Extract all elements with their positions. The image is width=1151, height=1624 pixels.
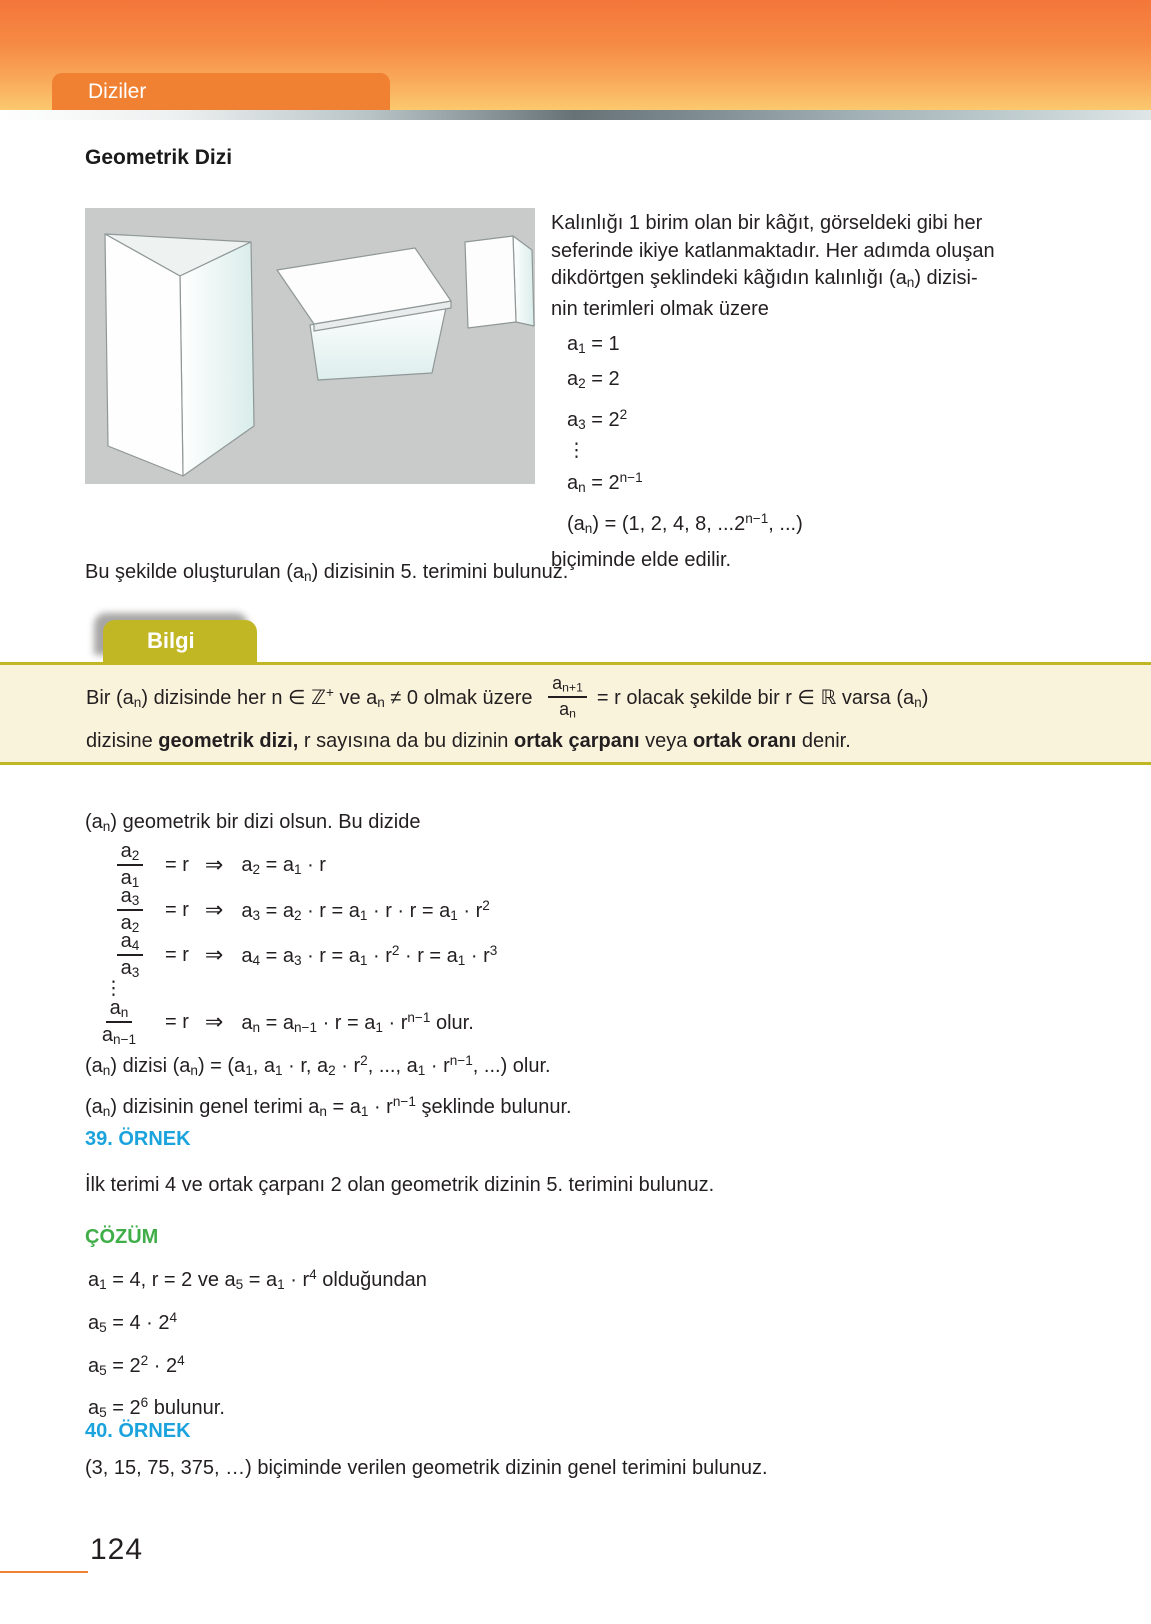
fraction-numerator: $a_2$: [117, 840, 144, 866]
exercise-prompt: Bu şekilde oluşturulan $(a_n)$ dizisinin 5. terimini bulunuz.: [85, 561, 569, 584]
intro-paragraph-line: seferinde ikiye katlanmaktadır. Her adımda oluşan: [551, 239, 995, 262]
example-39-question: İlk terimi 4 ve ortak çarpanı 2 olan geometrik dizinin 5. terimini bulunuz.: [85, 1174, 715, 1196]
footer-rule: [0, 1571, 88, 1573]
solution-line-1: $a_1 = 4$, r = 2 ve $a_5 = a_1 \cdot r^4$ olduğundan: [88, 1267, 427, 1292]
fraction-numerator: $a_{n+1}$: [548, 673, 587, 698]
derivation-step-n: [85, 997, 1035, 1048]
fraction-denominator: $a_{n-1}$: [101, 1024, 137, 1048]
info-box-tab: [103, 620, 257, 662]
solution-line-2: $a_5 = 4 \cdot 2^4$: [88, 1309, 178, 1335]
info-text-before-fraction: Bir $(a_n)$ dizisinde her n ∈ ℤ+ ve $a_n \ne 0$ olmak üzere: [86, 684, 539, 710]
folded-paper-figure: [85, 208, 535, 484]
info-text-segment: denir.: [796, 730, 851, 752]
step1-fraction: [107, 840, 153, 890]
ratio-fraction: [548, 673, 587, 722]
derivation-step-3: [85, 930, 1035, 981]
example-40-question: (3, 15, 75, 375, …) biçiminde verilen geometrik dizinin genel terimini bulunuz.: [85, 1457, 768, 1479]
general-term-line: $(a_n)$ dizisinin genel terimi $a_n = a_1 \cdot r^{n-1}$ şeklinde bulunur.: [85, 1093, 572, 1119]
info-text-after-fraction: = r olacak şekilde bir r ∈ ℝ varsa $(a_n)$: [596, 686, 929, 710]
derivation-block: [85, 808, 1035, 1127]
solution-label: ÇÖZÜM: [85, 1226, 159, 1248]
folded-paper-step1: [105, 234, 254, 476]
fraction-denominator: $a_n$: [559, 699, 576, 721]
info-definition-line1: [86, 671, 1121, 723]
info-text-segment: dizisine: [86, 730, 159, 752]
implies-arrow: ⇒: [204, 1009, 224, 1035]
vertical-dots: ⋮: [104, 977, 123, 999]
intro-closing: biçiminde elde edilir.: [551, 549, 732, 572]
step1-result: $a_2 = a_1 \cdot r$: [241, 853, 326, 877]
info-box-tab-label: Bilgi: [147, 628, 195, 653]
implies-arrow: ⇒: [204, 897, 224, 923]
info-text-segment: veya: [639, 730, 693, 752]
term-an: $a_n = 2^{n-1}$: [567, 469, 643, 495]
info-definition-line2: [86, 728, 1121, 755]
derivation-intro: $(a_n)$ geometrik bir dizi olsun. Bu dizide: [85, 811, 421, 834]
info-text-segment: r sayısına da bu dizinin: [298, 730, 514, 752]
term-ortak-carpani: ortak çarpanı: [513, 730, 640, 752]
equals-r: = r: [165, 943, 189, 966]
page-header: [0, 0, 1151, 110]
step2-result: $a_3 = a_2 \cdot r = a_1 \cdot r \cdot r = a_1 \cdot r^2$: [241, 898, 490, 923]
fraction-numerator: $a_n$: [106, 997, 133, 1023]
derivation-step-1: [85, 840, 1035, 891]
intro-paragraph-line: nin terimleri olmak üzere: [551, 298, 769, 321]
term-geometrik-dizi: geometrik dizi,: [158, 730, 299, 752]
chapter-tab: [52, 73, 390, 110]
step3-result: $a_4 = a_3 \cdot r = a_1 \cdot r^2 \cdot r = a_1 \cdot r^3$: [241, 943, 498, 968]
equals-r: = r: [165, 853, 189, 876]
stepn-result: $a_n = a_{n-1} \cdot r = a_1 \cdot r^{n-1}$ olur.: [241, 1010, 474, 1035]
folded-paper-step2: [277, 248, 451, 380]
intro-paragraph-line: dikdörtgen şeklindeki kâğıdın kalınlığı $(a_n)$ dizisi-: [551, 267, 978, 290]
step3-fraction: [107, 930, 153, 980]
info-box: [0, 662, 1151, 765]
solution-line-4: $a_5 = 2^6$ bulunur.: [88, 1395, 225, 1421]
fraction-denominator: $a_1$: [120, 867, 140, 891]
fraction-denominator: $a_2$: [120, 912, 140, 936]
implies-arrow: ⇒: [204, 942, 224, 968]
solution-line-3: $a_5 = 2^2 \cdot 2^4$: [88, 1352, 185, 1378]
intro-paragraph-line: Kalınlığı 1 birim olan bir kâğıt, görseldeki gibi her: [551, 212, 983, 234]
stepn-fraction: [85, 997, 153, 1047]
header-divider: [0, 110, 1151, 120]
sequence-expansion-line: $(a_n)$ dizisi $(a_n) = (a_1$, $a_1 \cdot r$, $a_2 \cdot r^2$, ..., $a_1 \cdot r^{n-1}$, ...) olur.: [85, 1052, 551, 1078]
page-number: 124: [90, 1533, 144, 1566]
equals-r: = r: [165, 1010, 189, 1033]
implies-arrow: ⇒: [204, 852, 224, 878]
chapter-tab-label: Diziler: [88, 79, 147, 103]
intro-paragraph: [551, 210, 1071, 324]
term-ortak-orani: ortak oranı: [692, 730, 797, 752]
paper-folding-illustration: [85, 208, 535, 484]
fraction-numerator: $a_3$: [117, 885, 144, 911]
equals-r: = r: [165, 898, 189, 921]
derivation-step-2: [85, 885, 1035, 936]
example-40-label: 40. ÖRNEK: [85, 1420, 191, 1442]
folded-paper-step3: [465, 236, 534, 328]
term-a1: $a_1 = 1$: [567, 332, 620, 356]
term-a3: $a_3 = 2^2$: [567, 406, 628, 432]
sequence-terms: [551, 329, 1071, 543]
example-39-label: 39. ÖRNEK: [85, 1128, 191, 1150]
intro-text: [551, 210, 1071, 574]
fraction-numerator: $a_4$: [117, 930, 144, 956]
fraction-denominator: $a_3$: [120, 957, 140, 981]
solution-steps: [88, 1258, 427, 1429]
term-sequence: $(a_n) = (1$, 2, 4, 8, $...2^{n-1}$, ...): [567, 510, 803, 536]
section-title: Geometrik Dizi: [85, 146, 233, 169]
step2-fraction: [107, 885, 153, 935]
vertical-dots: ⋮: [567, 439, 586, 461]
term-a2: $a_2 = 2$: [567, 367, 620, 391]
